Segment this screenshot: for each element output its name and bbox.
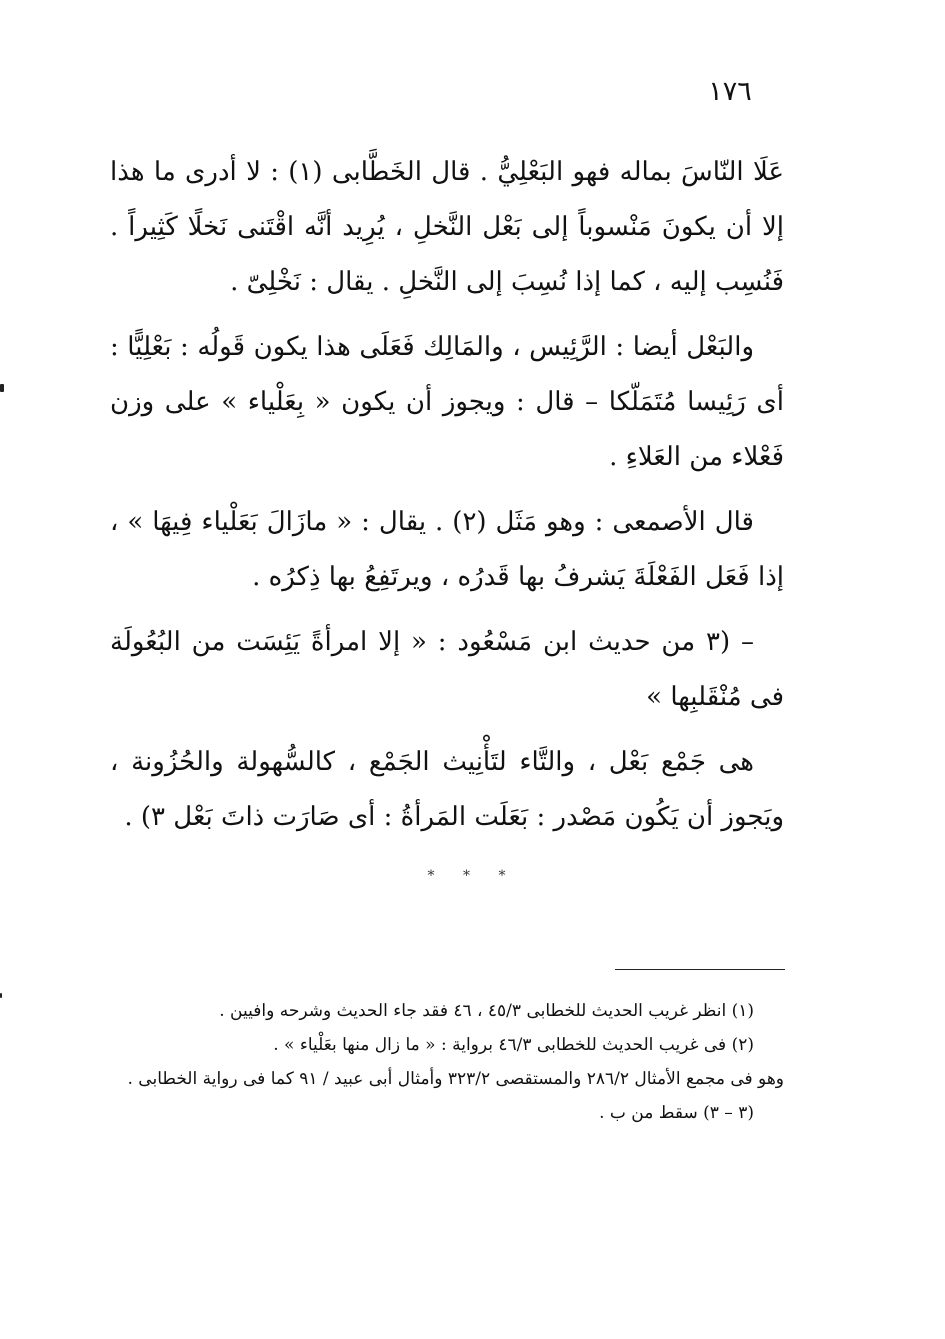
paragraph: قال الأصمعى : وهو مَثَل (٢) . يقال : « مازَالَ بَعَلْياء فِيهَا » ، إذا فَعَل الفَعْلَةَ يَشرفُ بها قَدرُه ، ويرتَفِعُ بها ذِكرُه . — [110, 507, 784, 592]
section-separator: * * * — [427, 868, 518, 884]
footnote: (٢) فى غريب الحديث للخطابى ٤٦/٣ برواية : « ما زال منها بعَلْياء » . — [273, 1035, 754, 1055]
footnote: وهو فى مجمع الأمثال ٢٨٦/٢ والمستقصى ٣٢٣/٢ وأمثال أبى عبيد / ٩١ كما فى رواية الخطابى . — [127, 1069, 784, 1089]
paragraph: والبَعْل أيضا : الرَّئِيس ، والمَالِك فَعَلَى هذا يكون قَولُه : بَعْلِيًّا : أى رَئِيسا مُتَمَلّكا – قال : ويجوز أن يكون « بِعَلْياء » على وزن فَعْلاء من العَلاءِ . — [110, 332, 784, 472]
paragraph: – (٣ من حديث ابن مَسْعُود : « إلا امرأةً يَئِسَت من البُعُولَة فى مُنْقَلبِها » — [110, 627, 784, 712]
footnote: (٣ – ٣) سقط من ب . — [599, 1103, 754, 1123]
page-number: ١٧٦ — [708, 76, 752, 107]
main-text — [110, 145, 784, 845]
scan-mark — [0, 384, 4, 392]
footnote-divider — [615, 969, 785, 970]
footnotes — [110, 994, 784, 1130]
footnote: (١) انظر غريب الحديث للخطابى ٤٥/٣ ، ٤٦ فقد جاء الحديث وشرحه وافيين . — [219, 1001, 754, 1021]
paragraph: عَلَا النّاسَ بماله فهو البَعْلِيُّ . قال الخَطَّابى (١) : لا أدرى ما هذا إلا أن يكونَ مَنْسوباً إلى بَعْل النَّخلِ ، يُرِيد أنَّه اقْتَنى نَخلًا كَثِيراً . فَنُسِب إليه ، كما إذا نُسِبَ إلى النَّخلِ . يقال : نَخْلِىّ . — [110, 157, 784, 297]
paragraph: هى جَمْع بَعْل ، والتَّاء لتَأْنِيث الجَمْع ، كالسُّهولة والحُزُونة ، ويَجوز أن يَكُون مَصْدر : بَعَلَت المَرأةُ : أى صَارَت ذاتَ بَعْل ٣) . — [110, 747, 784, 832]
scan-mark — [0, 993, 2, 998]
